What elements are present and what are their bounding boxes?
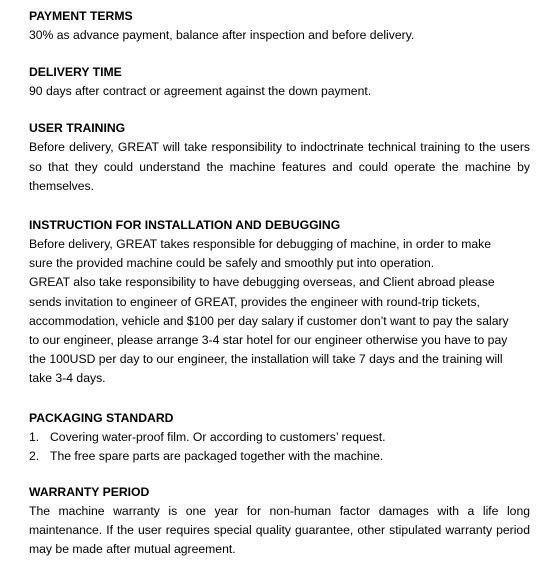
- list-item-text: Covering water-proof film. Or according to customers’ request.: [50, 429, 386, 444]
- list-item: [29, 428, 530, 447]
- section-heading: USER TRAINING: [29, 121, 126, 136]
- user-training-section: [29, 119, 530, 196]
- section-line: sends invitation to engineer of GREAT, provides the engineer with round-trip tickets,: [29, 294, 480, 309]
- packaging-list: [29, 428, 530, 466]
- section-line: Before delivery, GREAT takes responsible for debugging of machine, in order to make: [29, 237, 492, 252]
- section-line: the 100USD per day to our engineer, the installation will take 7 days and the training will: [29, 352, 503, 367]
- section-line: take 3-4 days.: [29, 371, 106, 386]
- delivery-time-section: [29, 63, 530, 101]
- installation-debugging-section: [29, 216, 530, 389]
- list-item-number: 1.: [29, 429, 40, 444]
- warranty-period-section: [29, 483, 530, 560]
- section-body: Before delivery, GREAT will take responsibility to indoctrinate technical training to the users so that they could understand the machine features and could operate the machine by themselves.: [29, 140, 530, 193]
- section-line: GREAT also take responsibility to have debugging overseas, and Client abroad please: [29, 275, 495, 290]
- section-body: 90 days after contract or agreement against the down payment.: [29, 84, 372, 99]
- section-heading: DELIVERY TIME: [29, 65, 122, 80]
- section-line: accommodation, vehicle and $100 per day salary if customer don’t want to pay the salary: [29, 313, 509, 328]
- list-item-number: 2.: [29, 448, 40, 463]
- payment-terms-section: [29, 7, 530, 45]
- section-heading: INSTRUCTION FOR INSTALLATION AND DEBUGGING: [29, 218, 341, 233]
- section-line: to our engineer, please arrange 3-4 star hotel for our engineer otherwise you have to pay: [29, 333, 508, 348]
- list-item-text: The free spare parts are packaged together with the machine.: [50, 448, 384, 463]
- list-item: [29, 447, 530, 466]
- section-heading: WARRANTY PERIOD: [29, 485, 150, 500]
- section-heading: PACKAGING STANDARD: [29, 410, 174, 425]
- section-heading: PAYMENT TERMS: [29, 9, 133, 23]
- section-body: 30% as advance payment, balance after inspection and before delivery.: [29, 28, 415, 42]
- section-line: sure the provided machine could be safely and smoothly put into operation.: [29, 256, 435, 271]
- packaging-standard-section: [29, 409, 530, 466]
- section-body: The machine warranty is one year for non-human factor damages with a life long maintenance. If the user requires special quality guarantee, other stipulated warranty period may be made after mutual agreement.: [29, 504, 530, 557]
